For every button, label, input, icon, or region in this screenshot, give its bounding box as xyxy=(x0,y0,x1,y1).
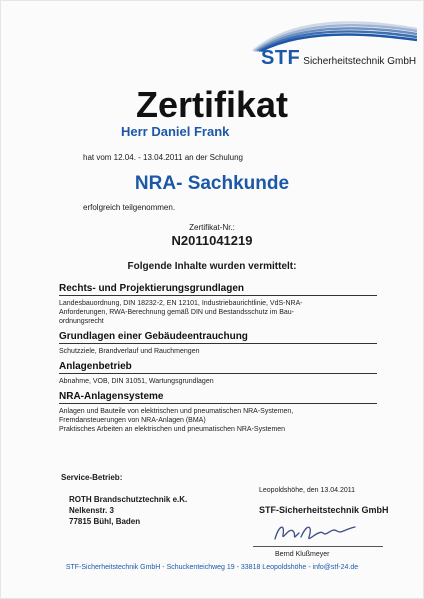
section-title: Rechts- und Projektierungsgrundlagen xyxy=(59,283,377,296)
certificate-title: Zertifikat xyxy=(135,84,289,125)
place-date: Leopoldshöhe, den 13.04.2011 xyxy=(259,487,356,494)
signature-line xyxy=(253,546,383,547)
contents-heading: Folgende Inhalte wurden vermittelt: xyxy=(127,261,297,272)
company-name: Sicherheitstechnik GmbH xyxy=(303,56,417,67)
section-title: Grundlagen einer Gebäudeentrauchung xyxy=(59,331,377,344)
footer-address: STF-Sicherheitstechnik GmbH - Schuckenteichweg 19 - 33818 Leopoldshöhe - info@stf-24.de xyxy=(65,564,359,571)
recipient-name: Herr Daniel Frank xyxy=(121,124,230,139)
section xyxy=(59,331,377,356)
service-label: Service-Betrieb: xyxy=(61,473,123,482)
section xyxy=(59,361,377,386)
service-address: ROTH Brandschutztechnik e.K. Nelkenstr. 3 77815 Bühl, Baden xyxy=(69,495,188,526)
section-text: Anlagen und Bauteile von elektrischen und pneumatischen NRA-Systemen, Fremdansteuerungen von NRA-Anlagen (BMA) Praktisches Arbeiten an elektrischen und pneumatischen NRA-Systemen xyxy=(59,408,294,433)
training-period: hat vom 12.04. - 13.04.2011 an der Schulung xyxy=(83,153,243,162)
signer-name: Bernd Klußmeyer xyxy=(275,551,330,558)
certificate-number-label: Zertifikat-Nr.: xyxy=(189,223,235,232)
issuer-name: STF-Sicherheitstechnik GmbH xyxy=(259,505,389,515)
handwritten-signature-icon xyxy=(271,517,361,547)
section-title: NRA-Anlagensysteme xyxy=(59,391,377,404)
logo-text xyxy=(261,47,416,70)
certificate-number: N2011041219 xyxy=(171,233,253,248)
contents-sections xyxy=(59,283,377,439)
logo-stf: STF xyxy=(261,47,301,69)
section-text: Schutzziele, Brandverlauf und Rauchmengen xyxy=(59,348,200,355)
section-text: Abnahme, VOB, DIN 31051, Wartungsgrundlagen xyxy=(59,378,214,385)
section xyxy=(59,391,377,434)
course-name: NRA- Sachkunde xyxy=(134,173,290,194)
section-text: Landesbauordnung, DIN 18232-2, EN 12101, Industriebaurichtlinie, VdS-NRA- Anforderungen, RWA-Berechnung gemäß DIN und Bestandsschutz im Bau- ordnungsrecht xyxy=(59,300,303,325)
company-logo xyxy=(233,7,417,69)
completion-text: erfolgreich teilgenommen. xyxy=(83,203,176,212)
section xyxy=(59,283,377,326)
section-title: Anlagenbetrieb xyxy=(59,361,377,374)
